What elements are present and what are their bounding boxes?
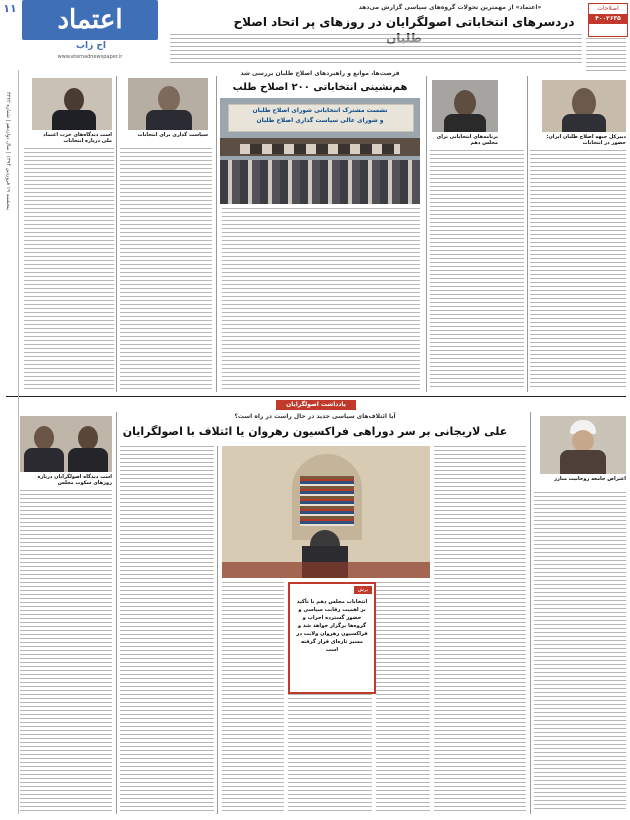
red-badge <box>588 3 628 37</box>
feature-kicker: فرصت‌ها، موانع و راهبردهای اصلاح طلبان بررسی شد <box>240 70 400 77</box>
bottom-text-col-1 <box>534 492 626 812</box>
caption-2: برنامه‌های انتخاباتی برای مجلس دهم <box>436 134 498 146</box>
feature-photo <box>220 98 420 204</box>
portrait-photo-1 <box>542 80 626 132</box>
top-text-columns <box>170 34 582 64</box>
caption-5: اعتراض جامعه روحانیت مبارز <box>554 476 626 482</box>
portrait-photo-4 <box>32 78 112 130</box>
right-text-column-top <box>586 38 626 74</box>
caption-4: است دیدگاه‌های حزب اعتماد ملی درباره انتخابات <box>43 132 112 144</box>
top-kicker: «اعتماد» از مهمترین تحولات گروه‌های سیاسی گزارش می‌دهد <box>358 4 542 11</box>
caption-3: سیاست گذاری برای انتخابات <box>137 132 208 138</box>
badge-line1: اصلاحات <box>597 5 619 12</box>
bottom-text-col-7 <box>20 490 112 812</box>
text-column-r1 <box>530 150 626 390</box>
quote-box <box>288 582 376 694</box>
bottom-text-col-4 <box>222 582 284 812</box>
badge-line2: ۴۰۰۲۶۳۵ <box>589 14 627 24</box>
section-label: اح زاب <box>75 41 106 51</box>
portrait-photo-3 <box>128 78 208 130</box>
bottom-text-col-6 <box>120 446 214 812</box>
bottom-headline: علی لاریجانی بر سر دوراهی فراکسیون رهروان یا ائتلاف با اصولگرایان <box>122 425 508 438</box>
issue-info: پنجشنبه ۱۹ فروردین ۱۳۹۴ | سال دوازدهم | شماره ۳۲۲۲ <box>5 92 11 210</box>
feature-banner-line1: نشست مشترک انتخاباتی شورای اصلاح طلبان <box>252 107 388 114</box>
quote-text: انتخابات مجلس دهم با تأکید بر اهمیت رقابت سیاسی و حضور گسترده احزاب و گروه‌ها برگزار خواهد شد و فراکسیون رهروان ولایت در مسیر تازه‌ای قرار گرفته است <box>296 599 368 653</box>
bottom-text-col-2 <box>434 446 526 812</box>
section-divider <box>6 396 626 397</box>
feature-headline: هم‌نشینی انتخاباتی ۲۰۰ اصلاح طلب <box>232 82 408 93</box>
newspaper-logo: اعتماد <box>22 0 158 40</box>
text-column-l1 <box>120 148 212 390</box>
section-tag: یادداشت اصولگرایان <box>276 400 356 410</box>
bottom-kicker: آیا ائتلاف‌های سیاسی جدید در حال راست در راه است؟ <box>234 413 396 420</box>
feature-text-column <box>222 208 420 390</box>
caption-1: دبیرکل جبهه اصلاح طلبان ایران: حضور در انتخابات <box>546 134 626 146</box>
quote-tag: برش <box>354 586 372 594</box>
top-headline: دردسرهای انتخاباتی اصولگرایان در روزهای پر اتحاد اصلاح <box>233 15 575 29</box>
bottom-text-col-3 <box>376 582 430 812</box>
bottom-text-col-5 <box>288 694 372 812</box>
caption-6: است دیدگاه اصولگرایان درباره روزهای سکوت مجلس <box>37 474 112 486</box>
portrait-photo-2 <box>432 80 498 132</box>
portrait-photo-6 <box>20 416 112 472</box>
website-url: www.etemadnewspaper.ir <box>57 54 123 60</box>
bottom-main-photo <box>222 446 430 578</box>
portrait-photo-5 <box>540 416 626 474</box>
text-column-r2 <box>430 150 524 390</box>
page-number: ۱۱ <box>3 2 17 15</box>
feature-banner-line2: و شورای عالی سیاست گذاری اصلاح طلبان <box>256 117 384 124</box>
text-column-l2 <box>24 148 114 390</box>
